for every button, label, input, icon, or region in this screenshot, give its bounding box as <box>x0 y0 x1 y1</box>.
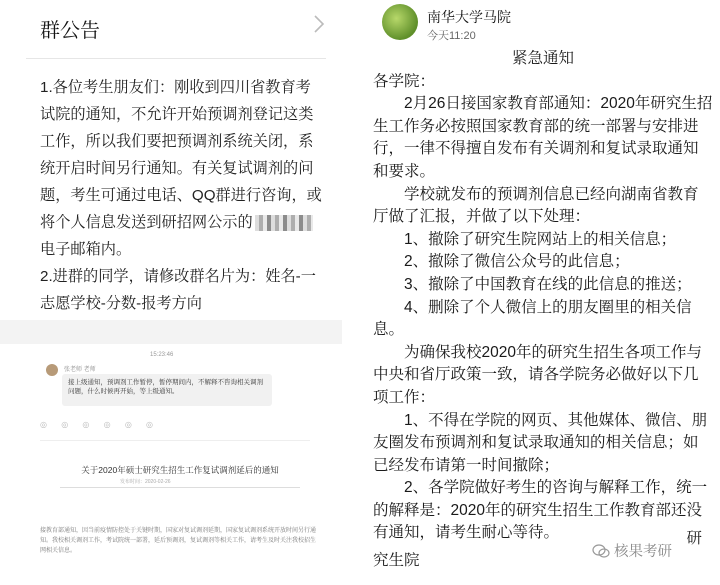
chat-toolbar-icons: ◎ ◎ ◎ ◎ ◎ ◎ <box>40 420 159 429</box>
doc-title: 关于2020年硕士研究生招生工作复试调剂延后的通知 <box>81 465 279 475</box>
doc-text: 接教育部通知，因当前疫情防控处于关键时期，国家对复试调剂延期，国家复试调剂系统开放时间另行通知。我校相关调剂工作，考试院统一部署，延后预调剂，复试调剂等相关工作，请考生及时关注我校招生网相关信息。 <box>40 528 317 554</box>
notice-para-1: 2月26日接国家教育部通知：2020年研究生招生工作务必按照国家教育部的统一部署与安排进行，一律不得擅自发布有关调剂和复试录取通知和要求。 <box>373 95 713 180</box>
notice-task-2: 2、各学院做好考生的咨询与解释工作，统一的解释是：2020年的研究生招生工作教育部还没有通知，请考生耐心等待。 <box>373 479 708 542</box>
blurred-email <box>255 215 313 231</box>
notice-item-4: 4、删除了个人微信上的朋友圈里的相关信息。 <box>373 298 692 339</box>
signature-part-2: 究生院 <box>373 552 420 569</box>
divider <box>60 487 300 488</box>
group-announcement-panel <box>0 0 342 585</box>
signature-part-1: 研 <box>686 530 702 547</box>
announcement-para-1: 1.各位考生朋友们：刚收到四川省教育考试院的通知，不允许开始预调剂登记这类工作，所以我们要把预调剂系统关闭，系统开启时间另行通知。有关复试调剂的问题，考生可通过电话、QQ群进行咨询，或将个人信息发送到研招网公示的 <box>40 79 322 231</box>
urgent-notice <box>373 48 713 545</box>
watermark <box>592 540 672 561</box>
chat-timestamp: 15:23:46 <box>150 352 174 358</box>
notice-item-3: 3、撤除了中国教育在线的此信息的推送； <box>404 275 692 293</box>
doc-meta: 发布时间：2020-02-26 <box>120 479 171 485</box>
sender-name[interactable]: 南华大学马院 <box>427 9 511 25</box>
chevron-right-icon[interactable] <box>312 14 326 34</box>
notice-item-2: 2、撤除了微信公众号的此信息； <box>404 253 630 271</box>
avatar[interactable] <box>382 4 418 40</box>
notice-para-3: 为确保我校2020年的研究生招生各项工作与中央和省厅政策一致，请各学院务必做好以下几项工作： <box>373 343 702 406</box>
post-time: 今天11:20 <box>427 30 476 42</box>
notice-title: 紧急通知 <box>511 50 574 67</box>
wechat-moment-panel <box>359 0 720 585</box>
divider <box>26 58 326 59</box>
avatar <box>46 364 58 376</box>
divider <box>40 440 310 441</box>
notice-task-1: 1、不得在学院的网页、其他媒体、微信、朋友圈发布预调剂和复试录取通知的相关信息；如已经发布请第一时间撤除； <box>373 411 708 474</box>
notice-item-1: 1、撤除了研究生院网站上的相关信息； <box>404 230 677 248</box>
gap <box>342 0 359 585</box>
wechat-icon <box>592 544 610 558</box>
chat-sender-name: 张老师 老师 <box>64 367 96 373</box>
announcement-para-2: 电子邮箱内。 <box>40 241 132 258</box>
announcement-body <box>40 74 325 317</box>
notice-greeting: 各学院： <box>373 72 436 90</box>
announcement-title: 群公告 <box>40 20 100 42</box>
section-divider <box>0 320 342 344</box>
notice-para-2: 学校就发布的预调剂信息已经向湖南省教育厅做了汇报，并做了以下处理： <box>373 185 699 226</box>
announcement-header[interactable] <box>0 0 342 56</box>
watermark-text: 核果考研 <box>614 544 672 560</box>
announcement-para-3: 2.进群的同学，请修改群名片为：姓名-一志愿学校-分数-报考方向 <box>40 268 316 312</box>
chat-bubble: 接上级通知，预调剂工作暂停，暂停期间内，不解释不咨询相关调剂问题，什么时候再开始，等上级通知。 <box>62 374 272 406</box>
